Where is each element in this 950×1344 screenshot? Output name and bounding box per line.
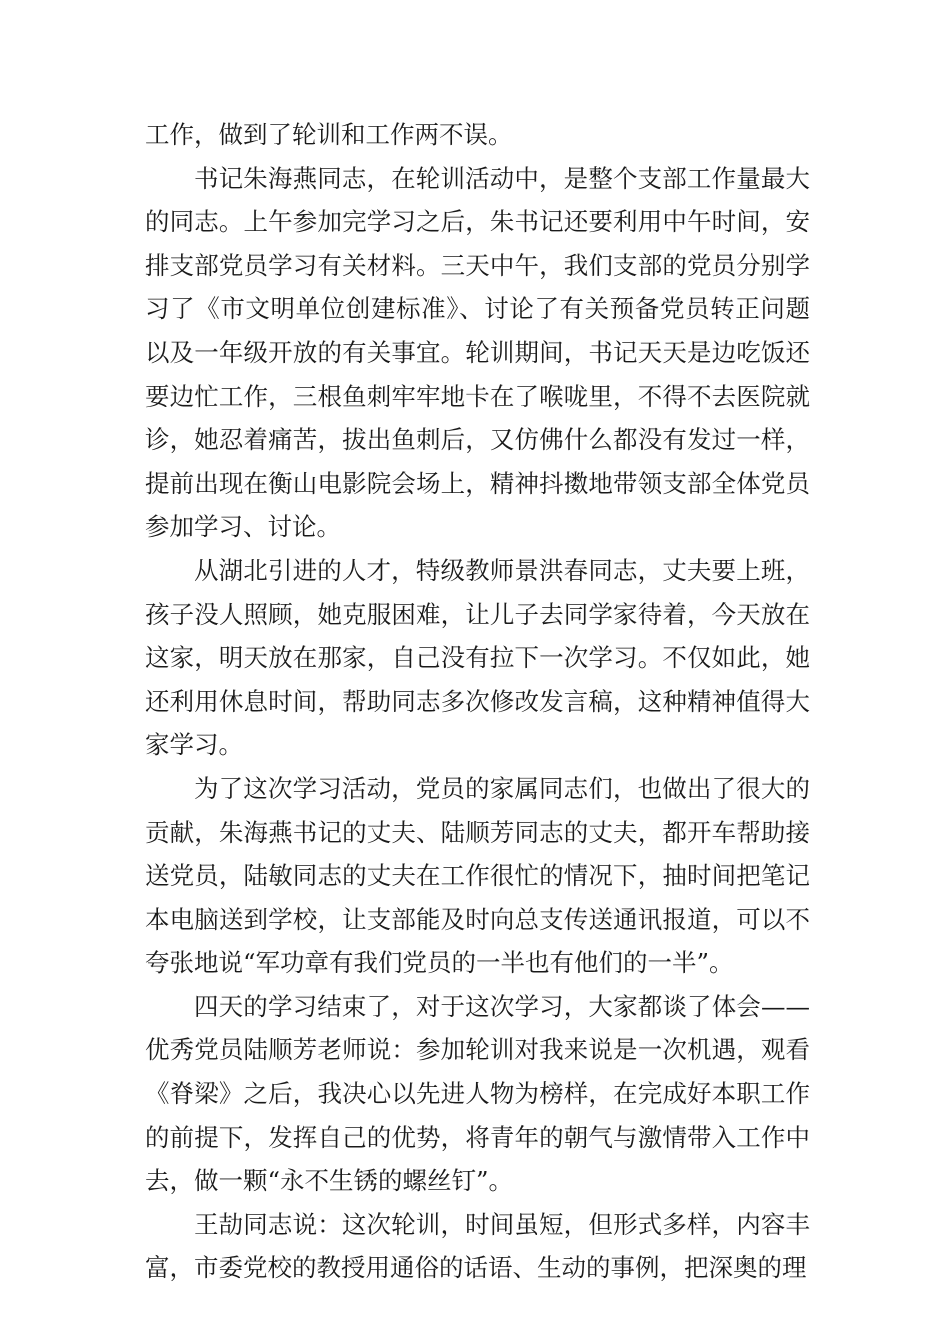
document-body <box>145 113 810 1290</box>
paragraph-5: 四天的学习结束了，对于这次学习，大家都谈了体会—— 优秀党员陆顺芳老师说：参加轮训对我来说是一次机遇，观看《脊梁》之后，我决心以先进人物为榜样，在完成好本职工作的前提下，发挥自己的优势，将青年的朝气与激情带入工作中去，做一颗“永不生锈的螺丝钉”。 <box>145 991 810 1196</box>
paragraph-2: 书记朱海燕同志，在轮训活动中，是整个支部工作量最大的同志。上午参加完学习之后，朱书记还要利用中午时间，安排支部党员学习有关材料。三天中午，我们支部的党员分别学习了《市文明单位创建标准》、讨论了有关预备党员转正问题以及一年级开放的有关事宜。轮训期间，书记天天是边吃饭还要边忙工作，三根鱼刺牢牢地卡在了喉咙里，不得不去医院就诊，她忍着痛苦，拔出鱼刺后，又仿佛什么都没有发过一样，提前出现在衡山电影院会场上，精神抖擞地带领支部全体党员参加学习、讨论。 <box>145 163 810 542</box>
paragraph-1: 工作，做到了轮训和工作两不误。 <box>145 120 513 149</box>
paragraph-6: 王劼同志说：这次轮训，时间虽短，但形式多样，内容丰富，市委党校的教授用通俗的话语、生动的事例，把深奥的理 <box>145 1209 810 1283</box>
paragraph-3: 从湖北引进的人才，特级教师景洪春同志，丈夫要上班，孩子没人照顾，她克服困难，让儿子去同学家待着，今天放在这家，明天放在那家，自己没有拉下一次学习。不仅如此，她还利用休息时间，帮助同志多次修改发言稿，这种精神值得大家学习。 <box>145 555 810 760</box>
paragraph-4: 为了这次学习活动，党员的家属同志们，也做出了很大的贡献，朱海燕书记的丈夫、陆顺芳同志的丈夫，都开车帮助接送党员，陆敏同志的丈夫在工作很忙的情况下，抽时间把笔记本电脑送到学校，让支部能及时向总支传送通讯报道，可以不夸张地说“军功章有我们党员的一半也有他们的一半”。 <box>145 773 810 978</box>
